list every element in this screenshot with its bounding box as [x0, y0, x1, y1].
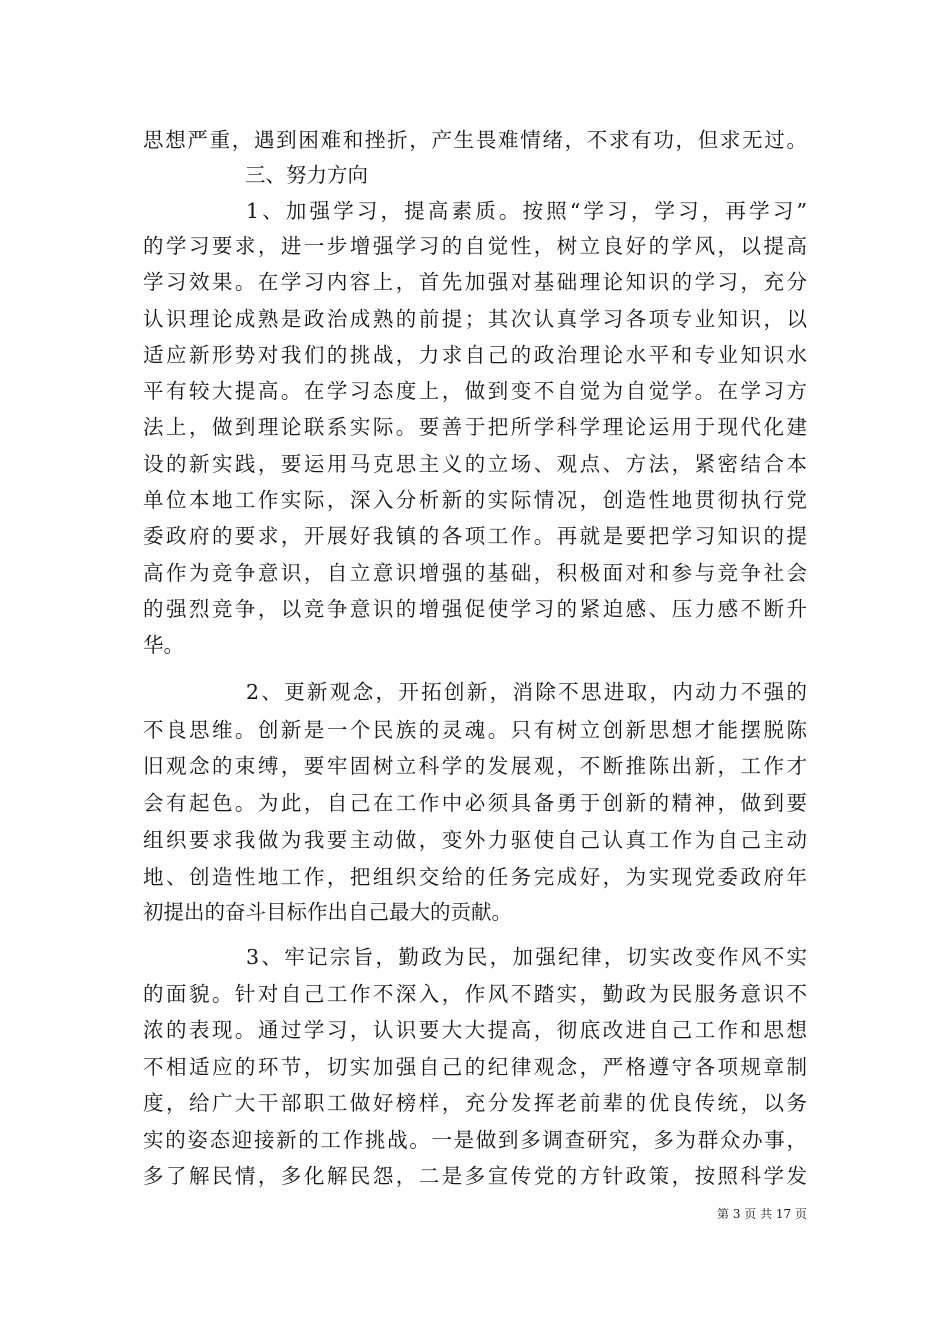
- text-line: 法上，做到理论联系实际。要善于把所学科学理论运用于现代化建: [143, 415, 807, 439]
- page-number: 第 3 页 共 17 页: [717, 1207, 807, 1221]
- text-line: 会有起色。为此，自己在工作中必须具备勇于创新的精神，做到要: [143, 791, 807, 815]
- text-line: 认识理论成熟是政治成熟的前提；其次认真学习各项专业知识，以: [143, 307, 807, 331]
- text-line: 设的新实践，要运用马克思主义的立场、观点、方法，紧密结合本: [143, 452, 807, 476]
- section-heading: 三、努力方向: [245, 163, 368, 187]
- text-line: 2、更新观念，开拓创新，消除不思进取，内动力不强的: [246, 680, 807, 704]
- text-line: 多了解民情，多化解民怨，二是多宣传党的方针政策，按照科学发: [143, 1164, 807, 1188]
- text-line: 1、加强学习，提高素质。按照“学习，学习，再学习”: [246, 199, 807, 223]
- text-line: 平有较大提高。在学习态度上，做到变不自觉为自觉学。在学习方: [143, 379, 807, 403]
- text-line: 地、创造性地工作，把组织交给的任务完成好，为实现党委政府年: [143, 865, 807, 889]
- text-line: 高作为竞争意识，自立意识增强的基础，积极面对和参与竞争社会: [143, 561, 807, 585]
- text-line: 学习效果。在学习内容上，首先加强对基础理论知识的学习，充分: [143, 270, 807, 294]
- text-line: 的强烈竞争，以竞争意识的增强促使学习的紧迫感、压力感不断升: [143, 597, 807, 621]
- text-line: 的学习要求，进一步增强学习的自觉性，树立良好的学风，以提高: [143, 234, 807, 258]
- text-line: 委政府的要求，开展好我镇的各项工作。再就是要把学习知识的提: [143, 524, 807, 548]
- text-line: 思想严重，遇到困难和挫折，产生畏难情绪，不求有功，但求无过。: [143, 128, 807, 152]
- text-line: 的面貌。针对自己工作不深入，作风不踏实，勤政为民服务意识不: [143, 982, 807, 1006]
- text-line: 初提出的奋斗目标作出自己最大的贡献。: [143, 900, 512, 924]
- text-line: 适应新形势对我们的挑战，力求自己的政治理论水平和专业知识水: [143, 343, 807, 367]
- text-line: 旧观念的束缚，要牢固树立科学的发展观，不断推陈出新，工作才: [143, 754, 807, 778]
- text-line: 不良思维。创新是一个民族的灵魂。只有树立创新思想才能摆脱陈: [143, 718, 807, 742]
- text-line: 单位本地工作实际，深入分析新的实际情况，创造性地贯彻执行党: [143, 488, 807, 512]
- text-line: 浓的表现。通过学习，认识要大大提高，彻底改进自己工作和思想: [143, 1018, 807, 1042]
- text-line: 3、牢记宗旨，勤政为民，加强纪律，切实改变作风不实: [246, 945, 807, 969]
- text-line: 实的姿态迎接新的工作挑战。一是做到多调查研究，多为群众办事，: [143, 1128, 807, 1152]
- text-line: 华。: [143, 633, 184, 657]
- text-line: 组织要求我做为我要主动做，变外力驱使自己认真工作为自己主动: [143, 828, 807, 852]
- text-line: 不相适应的环节，切实加强自己的纪律观念，严格遵守各项规章制: [143, 1055, 807, 1079]
- text-line: 度，给广大干部职工做好榜样，充分发挥老前辈的优良传统，以务: [143, 1091, 807, 1115]
